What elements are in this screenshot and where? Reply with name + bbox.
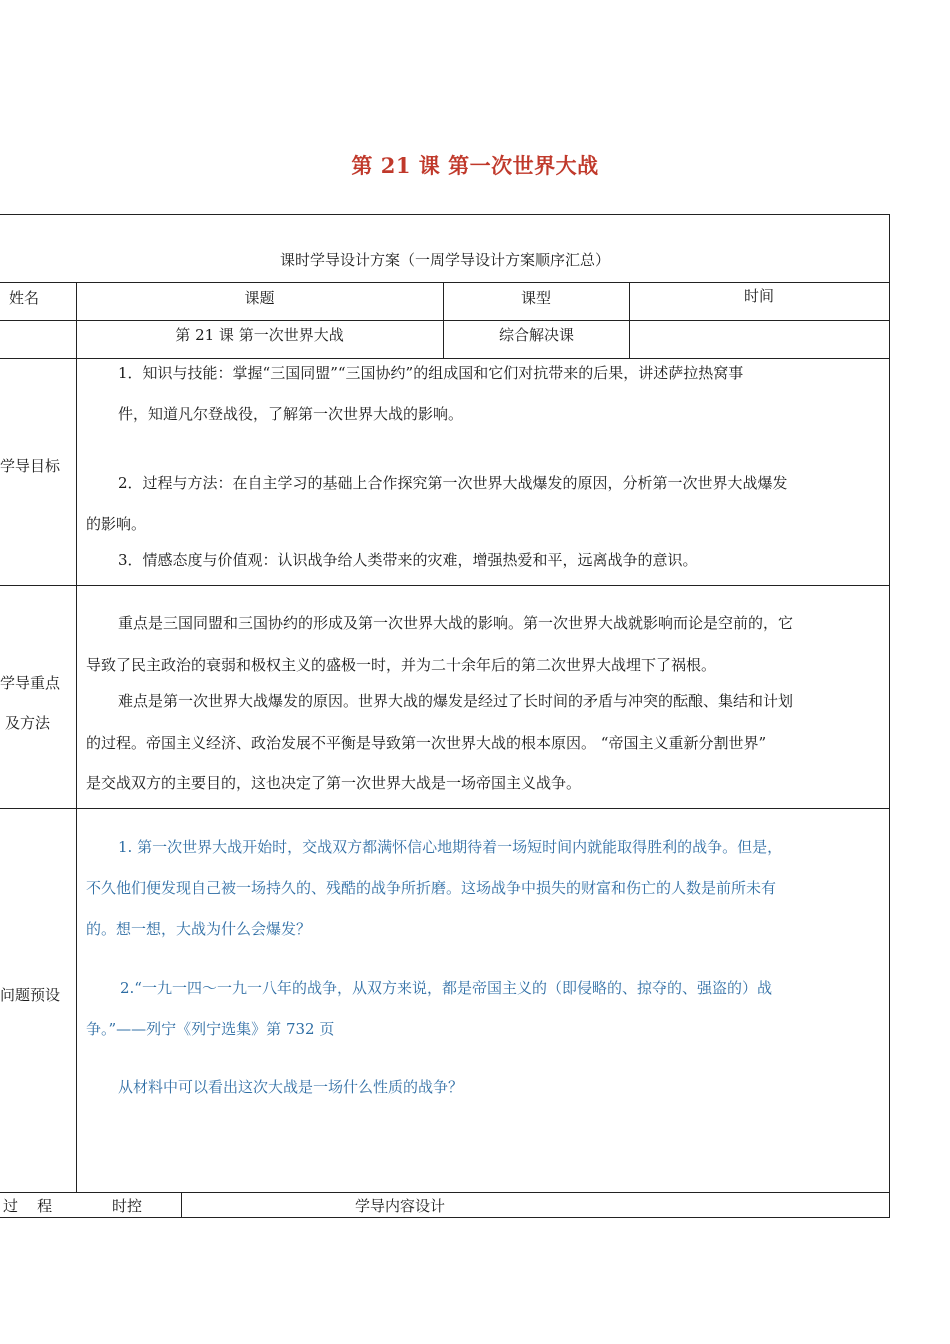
- goals-line: 件，知道凡尔登战役，了解第一次世界大战的影响。: [118, 405, 464, 423]
- goals-line: 的影响。: [86, 515, 147, 533]
- key-points-label-line2: 及方法: [5, 714, 51, 732]
- key-points-line: 重点是三国同盟和三国协约的形成及第一次世界大战的影响。第一次世界大战就影响而论是空前的，它: [118, 614, 794, 632]
- table-divider: [0, 358, 890, 359]
- time-control-header: 时控: [112, 1197, 143, 1215]
- question-line: 争。”——列宁《列宁选集》第 732 页: [86, 1020, 335, 1038]
- column-divider: [181, 1192, 182, 1218]
- column-header-time: 时间: [743, 287, 774, 305]
- goals-label: 学导目标: [0, 457, 61, 475]
- content-design-header: 学导内容设计: [355, 1197, 446, 1215]
- goals-line: 1．知识与技能：掌握“三国同盟”“三国协约”的组成国和它们对抗带来的后果，讲述萨拉热窝事: [118, 364, 744, 382]
- table-divider: [0, 1192, 890, 1193]
- table-border-top: [0, 214, 890, 215]
- table-divider: [0, 585, 890, 586]
- goals-line: 2．过程与方法：在自主学习的基础上合作探究第一次世界大战爆发的原因，分析第一次世界大战爆发: [118, 474, 788, 492]
- questions-label: 问题预设: [0, 986, 61, 1004]
- table-border-bottom: [0, 1217, 890, 1218]
- column-divider: [76, 282, 77, 1192]
- table-divider: [0, 808, 890, 809]
- question-line: 的。想一想，大战为什么会爆发？: [86, 920, 312, 938]
- question-line: 不久他们便发现自己被一场持久的、残酷的战争所折磨。这场战争中损失的财富和伤亡的人数是前所未有: [86, 879, 777, 897]
- key-points-line: 是交战双方的主要目的，这也决定了第一次世界大战是一场帝国主义战争。: [86, 774, 582, 792]
- lesson-type-value: 综合解决课: [499, 326, 575, 344]
- column-header-topic: 课题: [244, 289, 275, 307]
- key-points-line: 导致了民主政治的衰弱和极权主义的盛极一时，并为二十余年后的第二次世界大战埋下了祸根。: [86, 656, 717, 674]
- table-divider: [0, 282, 890, 283]
- key-points-line: 的过程。帝国主义经济、政治发展不平衡是导致第一次世界大战的根本原因。 “帝国主义重新分割世界”: [86, 734, 767, 752]
- goals-line: 3．情感态度与价值观：认识战争给人类带来的灾难，增强热爱和平，远离战争的意识。: [118, 551, 698, 569]
- process-header: 过 程: [3, 1197, 53, 1215]
- table-caption: 课时学导设计方案（一周学导设计方案顺序汇总）: [279, 251, 610, 269]
- table-border-right: [889, 214, 890, 1218]
- column-header-type: 课型: [520, 289, 551, 307]
- column-header-name: 姓名: [9, 289, 40, 307]
- question-line: 2.“一九一四～一九一八年的战争，从双方来说，都是帝国主义的（即侵略的、掠夺的、强盗的）战: [120, 979, 772, 997]
- table-divider: [0, 320, 890, 321]
- page-title: 第 21 课 第一次世界大战: [351, 153, 599, 178]
- lesson-topic-value: 第 21 课 第一次世界大战: [175, 326, 344, 344]
- key-points-label: 学导重点: [0, 674, 61, 692]
- key-points-line: 难点是第一次世界大战爆发的原因。世界大战的爆发是经过了长时间的矛盾与冲突的酝酿、集结和计划: [118, 692, 794, 710]
- question-line: 从材料中可以看出这次大战是一场什么性质的战争？: [118, 1078, 464, 1096]
- question-line: 1. 第一次世界大战开始时，交战双方都满怀信心地期待着一场短时间内就能取得胜利的战争。但是，: [118, 838, 783, 856]
